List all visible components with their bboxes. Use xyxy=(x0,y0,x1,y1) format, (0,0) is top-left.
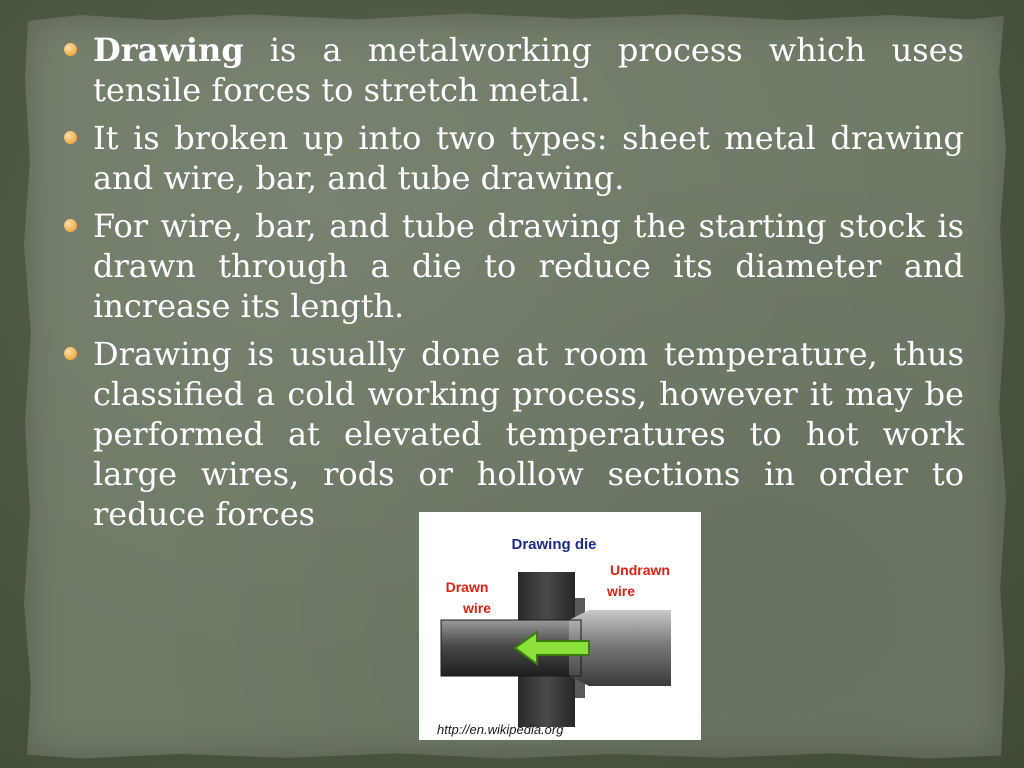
bullet-text: For wire, bar, and tube drawing the starting stock is drawn through a die to reduce its diameter and increase its length. xyxy=(93,207,964,325)
bullet-list xyxy=(62,30,964,542)
bullet-item xyxy=(62,118,964,198)
undrawn-label: Undrawn xyxy=(610,562,670,578)
bullet-item xyxy=(62,30,964,110)
bullet-icon xyxy=(64,131,77,144)
bullet-lead: Drawing xyxy=(93,31,244,69)
bullet-text: is a metalworking process which uses tensile forces to stretch metal. xyxy=(93,31,964,109)
undrawn-label-2: wire xyxy=(606,583,636,599)
bullet-icon xyxy=(64,43,77,56)
figure-credit: http://en.wikipedia.org xyxy=(437,722,564,737)
bullet-text: Drawing is usually done at room temperature, thus classified a cold working process, however it may be performed at elevated temperatures to hot work large wires, rods or hollow sections in order to reduce forces xyxy=(93,335,964,533)
figure-title: Drawing die xyxy=(511,536,597,553)
bullet-icon xyxy=(64,219,77,232)
drawn-label-2: wire xyxy=(462,600,492,616)
bullet-item xyxy=(62,206,964,326)
drawing-die-diagram xyxy=(419,512,701,740)
drawing-die-figure xyxy=(419,512,701,740)
bullet-text: It is broken up into two types: sheet metal drawing and wire, bar, and tube drawing. xyxy=(93,119,964,197)
bullet-item xyxy=(62,334,964,534)
drawn-label: Drawn xyxy=(445,579,489,595)
bullet-icon xyxy=(64,347,77,360)
